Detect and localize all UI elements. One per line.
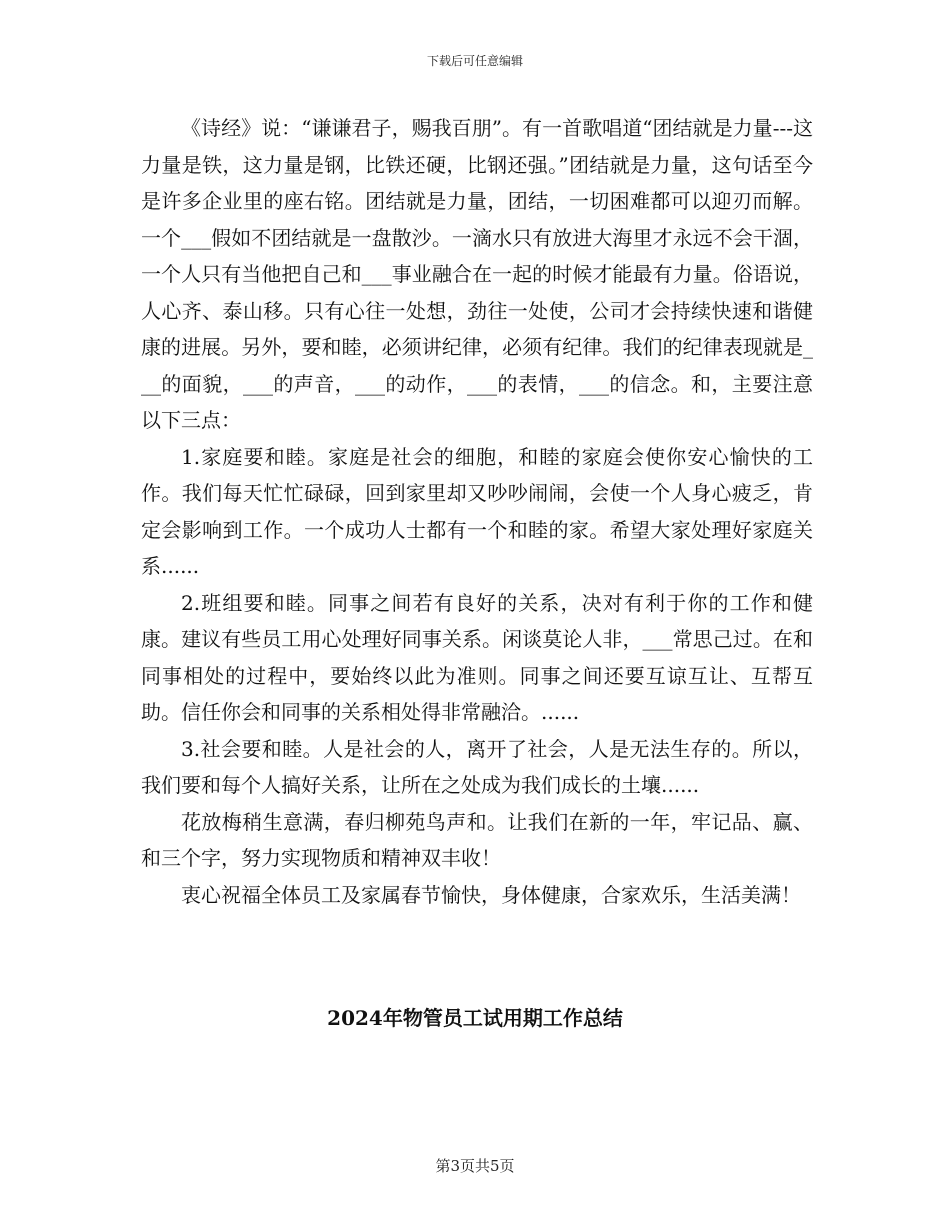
paragraph-family: 1.家庭要和睦。家庭是社会的细胞，和睦的家庭会使你安心愉快的工作。我们每天忙忙碌碌，回到家里却又吵吵闹闹，会使一个人身心疲乏，肯定会影响到工作。一个成功人士都有一个和睦的家。希望大家处理好家庭关系......: [141, 444, 813, 578]
paragraph-blessing: 衷心祝福全体员工及家属春节愉快，身体健康，合家欢乐，生活美满！: [181, 882, 801, 907]
section-title: 2024年物管员工试用期工作总结: [327, 1006, 623, 1030]
document-body: [141, 110, 813, 913]
page-header: 下载后可任意编辑: [426, 54, 523, 68]
page-number: 第3页共5页: [435, 1157, 515, 1175]
paragraph-intro: 《诗经》说：“谦谦君子，赐我百朋”。有一首歌唱道“团结就是力量---这力量是铁，这力量是钢，比铁还硬，比钢还强。”团结就是力量，这句话至今是许多企业里的座右铭。团结就是力量，团结，一切困难都可以迎刃而解。一个___假如不团结就是一盘散沙。一滴水只有放进大海里才永远不会干涸，一个人只有当他把自己和___事业融合在一起的时候才能最有力量。俗语说，人心齐、泰山移。只有心往一处想，劲往一处使，公司才会持续快速和谐健康的进展。另外，要和睦，必须讲纪律，必须有纪律。我们的纪律表现就是___的面貌，___的声音，___的动作，___的表情，___的信念。和，主要注意以下三点：: [141, 116, 813, 432]
paragraph-new-year: 花放梅稍生意满，春归柳苑鸟声和。让我们在新的一年，牢记品、赢、和三个字，努力实现物质和精神双丰收！: [141, 809, 813, 870]
paragraph-society: 3.社会要和睦。人是社会的人，离开了社会，人是无法生存的。所以，我们要和每个人搞好关系，让所在之处成为我们成长的土壤......: [141, 736, 813, 797]
paragraph-team: 2.班组要和睦。同事之间若有良好的关系，决对有利于你的工作和健康。建议有些员工用心处理好同事关系。闲谈莫论人非，___常思己过。在和同事相处的过程中，要始终以此为准则。同事之间还要互谅互让、互帮互助。信任你会和同事的关系相处得非常融洽。......: [141, 590, 813, 724]
